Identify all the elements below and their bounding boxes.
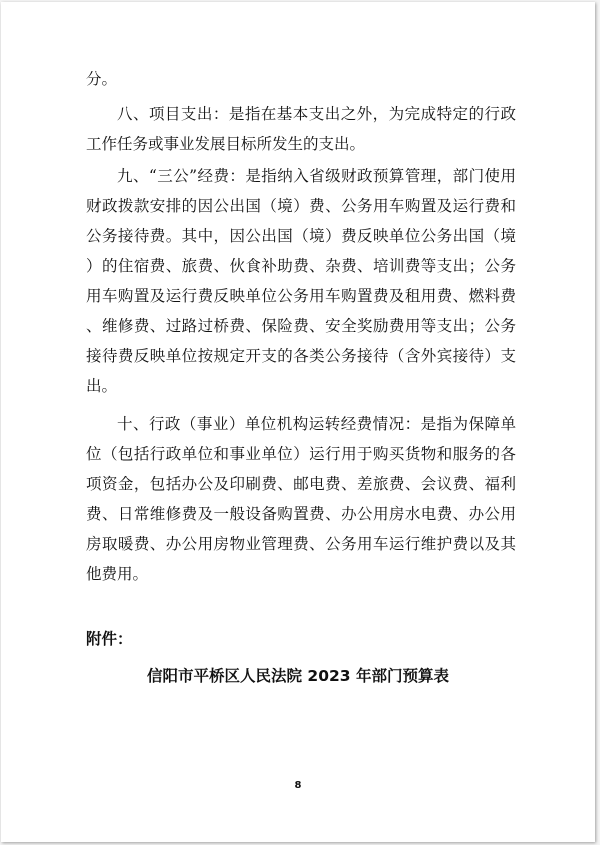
text-line: 八、项目支出：是指在基本支出之外，为完成特定的行政: [117, 105, 516, 123]
attachment-title: 信阳市平桥区人民法院 2023 年部门预算表: [147, 667, 449, 685]
text-line: 他费用。: [86, 565, 149, 583]
paragraph-project-expenditure: [86, 99, 516, 159]
text-line: 分。: [86, 70, 118, 88]
text-line: 财政拨款安排的因公出国（境）费、公务用车购置及运行费和: [86, 197, 516, 215]
text-line: 费、日常维修费及一般设备购置费、办公用房水电费、办公用: [86, 505, 516, 523]
text-line: 房取暖费、办公用房物业管理费、公务用车运行维护费以及其: [86, 535, 516, 553]
text-line: ）的住宿费、旅费、伙食补助费、杂费、培训费等支出；公务: [86, 257, 516, 275]
text-line: 公务接待费。其中，因公出国（境）费反映单位公务出国（境: [86, 227, 516, 245]
text-line: 、维修费、过路过桥费、保险费、安全奖励费用等支出；公务: [86, 317, 516, 335]
text-line: 十、行政（事业）单位机构运转经费情况：是指为保障单: [117, 415, 516, 433]
document-page: [1, 2, 595, 842]
text-line: 项资金，包括办公及印刷费、邮电费、差旅费、会议费、福利: [86, 475, 516, 493]
paragraph-operating-expenses: [86, 409, 516, 589]
paragraph-continuation: [86, 64, 516, 94]
text-line: 九、“三公”经费：是指纳入省级财政预算管理，部门使用: [117, 167, 516, 185]
text-line: 工作任务或事业发展目标所发生的支出。: [86, 135, 366, 153]
page-number: 8: [294, 780, 302, 791]
text-line: 用车购置及运行费反映单位公务用车购置费及租用费、燃料费: [86, 287, 516, 305]
text-line: 出。: [86, 377, 118, 395]
paragraph-three-public-expenses: [86, 161, 516, 401]
text-line: 位（包括行政单位和事业单位）运行用于购买货物和服务的各: [86, 445, 516, 463]
text-line: 接待费反映单位按规定开支的各类公务接待（含外宾接待）支: [86, 347, 516, 365]
attachment-label: 附件：: [86, 630, 133, 648]
